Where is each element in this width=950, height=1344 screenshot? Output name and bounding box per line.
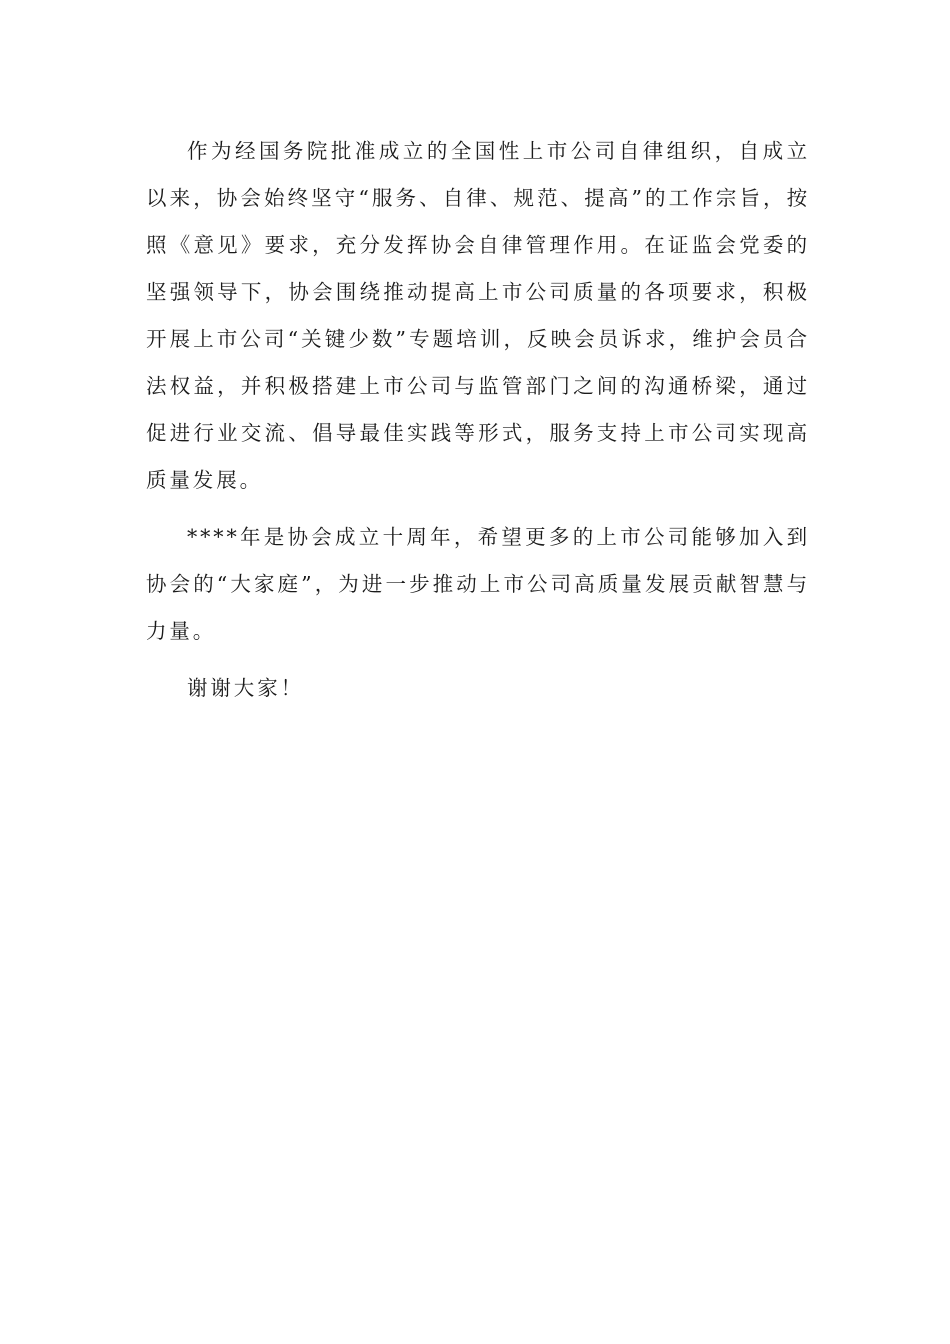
- paragraph-closing: 谢谢大家！: [187, 676, 304, 700]
- document-body: [146, 128, 810, 712]
- paragraph-anniversary: ****年是协会成立十周年，希望更多的上市公司能够加入到协会的“大家庭”，为进一步推动上市公司高质量发展贡献智慧与力量。: [146, 525, 810, 643]
- paragraph-association-role: 作为经国务院批准成立的全国性上市公司自律组织，自成立以来，协会始终坚守“服务、自律、规范、提高”的工作宗旨，按照《意见》要求，充分发挥协会自律管理作用。在证监会党委的坚强领导下，协会围绕推动提高上市公司质量的各项要求，积极开展上市公司“关键少数”专题培训，反映会员诉求，维护会员合法权益，并积极搭建上市公司与监管部门之间的沟通桥梁，通过促进行业交流、倡导最佳实践等形式，服务支持上市公司实现高质量发展。: [146, 139, 810, 492]
